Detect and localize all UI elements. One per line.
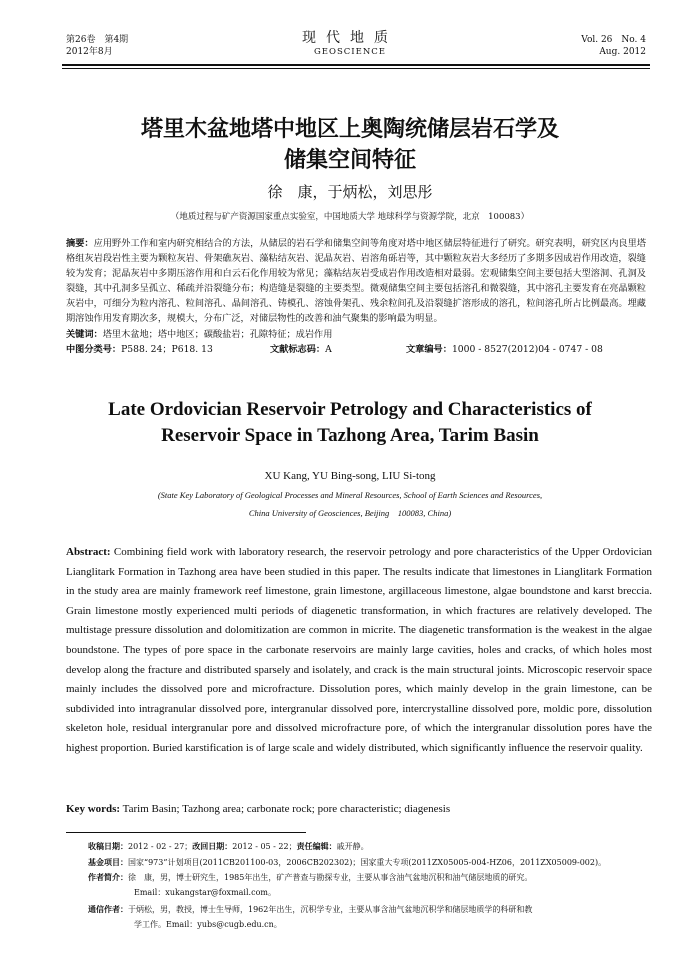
- affiliation-en-line1: (State Key Laboratory of Geological Processes and Mineral Resources, School of Earth Sciences and Resources,: [157, 490, 543, 500]
- publication-date-en: Aug. 2012: [599, 47, 646, 57]
- keywords-cn-text: 塔里木盆地；塔中地区；碳酸盐岩；孔隙特征；成岩作用: [102, 329, 333, 340]
- footnote-corresponding: [88, 903, 648, 916]
- abstract-en-text: Combining field work with laboratory research, the reservoir petrology and pore characteristics of the Upper Ordovician Lianglitark Formation in Tazhong area have been studied in this paper. The results indicate that limestones in Lianglitark Formation in the study area are mainly framework reef limestone, grain limestone, argillaceous limestone, algae boundstone and karst breccia. Grain limestone mostly experienced multi periods of diagenetic transformation, in which fractures are relatively developed. The multistage pressure dissolution and dolomitization are common in micrite. The diagenetic transformation is the weakest in the algae boundstone. The types of pore space in the carbonate reservoirs are mainly large cavities, holes and cracks, of which holes most develop along the fracture and distributed sparsely and isolately, and crack is the main structural joints. Microscopic reservoir space mainly includes the dissolved pore and microfracture. Dissolution pores, which mainly develop in the grain limestone, can be subdivided into intragranular dissolved pore, intergranular dissolved pore, intercrystalline dissolved pore, moldic pore, dissolution skeleton hole, residual intergranular pore and dissolved microfracture pore, of which the intergranular dissolution pores have the highest proportion. Buried karstification is of large scale and widely distributed, which significantly influence the reservoir quality.: [66, 546, 653, 754]
- doc-code-value: A: [325, 344, 332, 355]
- title-cn-line2: 储集空间特征: [283, 148, 416, 173]
- fund-label: 基金项目：: [88, 858, 128, 867]
- editor-name: 戚开静。: [336, 842, 369, 851]
- header-rule-thick: [62, 64, 650, 66]
- affiliation-cn: （地质过程与矿产资源国家重点实验室，中国地质大学 地球科学与资源学院，北京 100083）: [170, 212, 530, 222]
- article-number: [406, 341, 603, 355]
- footnote-dates: [88, 840, 648, 853]
- journal-name-cn: 现代地质: [302, 30, 398, 46]
- revised-date: 2012 - 05 - 22；: [232, 842, 297, 851]
- doc-code-label: 文献标志码：: [270, 344, 326, 355]
- footnote-fund: [88, 856, 648, 869]
- keywords-en-text: Tarim Basin; Tazhong area; carbonate rock; pore characteristic; diagenesis: [122, 803, 451, 815]
- fund-text: 国家“973”计划项目(2011CB201100-03，2006CB202302)；国家重大专项(2011ZX05005-004-HZ06，2011ZX05009-002)。: [128, 858, 607, 867]
- title-en-line2: Reservoir Space in Tazhong Area, Tarim Basin: [161, 425, 539, 446]
- keywords-cn: [66, 326, 332, 340]
- article-number-label: 文章编号：: [406, 344, 452, 355]
- author-bio-label: 作者简介：: [88, 873, 128, 882]
- keywords-cn-label: 关键词：: [66, 329, 103, 340]
- authors-en: XU Kang, YU Bing-song, LIU Si-tong: [264, 470, 436, 482]
- title-cn-line1: 塔里木盆地塔中地区上奥陶统储层岩石学及: [140, 117, 559, 142]
- volume-issue-en: Vol. 26 No. 4: [581, 35, 646, 45]
- volume-issue: 第26卷 第4期: [66, 35, 129, 45]
- corresponding-label: 通信作者：: [88, 905, 128, 914]
- author-bio-text: 徐 康，男，博士研究生，1985年出生，矿产普查与勘探专业，主要从事含油气盆地沉积和油气储层地质的研究。: [128, 873, 533, 882]
- authors-cn: 徐 康，于炳松，刘思彤: [267, 183, 433, 201]
- document-code: [270, 341, 332, 355]
- footnote-rule: [66, 832, 306, 833]
- publication-date: 2012年8月: [66, 47, 113, 57]
- title-en-line1: Late Ordovician Reservoir Petrology and Characteristics of: [108, 399, 592, 420]
- abstract-cn: [66, 236, 646, 326]
- article-number-value: 1000 - 8527(2012)04 - 0747 - 08: [451, 344, 603, 355]
- abstract-en-label: Abstract:: [66, 546, 111, 558]
- corresponding-text: 于炳松，男，教授，博士生导师，1962年出生，沉积学专业，主要从事含油气盆地沉积学和储层地质学的科研和教: [128, 905, 533, 914]
- received-label: 收稿日期：: [88, 842, 128, 851]
- keywords-en: [66, 803, 450, 815]
- clc-value: P588. 24；P618. 13: [121, 344, 213, 355]
- header-rule-thin: [62, 68, 650, 69]
- abstract-cn-label: 摘要：: [66, 238, 94, 249]
- received-date: 2012 - 02 - 27；: [128, 842, 193, 851]
- abstract-cn-text: 应用野外工作和室内研究相结合的方法，从储层的岩石学和储集空间等角度对塔中地区储层特征进行了研究。研究表明，研究区内良里塔格组灰岩段岩性主要为颗粒灰岩、骨架礁灰岩、藻粘结灰岩、泥晶灰岩、岩溶角砾岩等，其中颗粒灰岩大多经历了多期多因成岩作用改造，裂缝较为发育；泥晶灰岩中多期压溶作用和白云石化作用较为常见；藻粘结灰岩受成岩作用改造相对最弱。宏观储集空间主要包括大型溶洞、孔洞及裂缝，其中孔洞多呈孤立、稀疏并沿裂缝分布；构造缝是裂缝的主要类型。微观储集空间主要包括溶孔和微裂缝，其中溶孔主要发育在亮晶颗粒灰岩中，可细分为粒内溶孔、粒间溶孔、晶间溶孔、铸模孔、溶蚀骨架孔、残余粒间孔及沿裂缝扩溶形成的溶孔，粒间溶孔所占比例最高。埋藏期溶蚀作用发育期次多，规模大，分布广泛，对储层物性的改善和油气聚集的影响最为明显。: [66, 238, 647, 324]
- affiliation-en-line2: China University of Geosciences, Beijing 100083, China): [248, 508, 452, 518]
- footnote-author: [88, 871, 648, 884]
- abstract-en: [66, 543, 652, 759]
- revised-label: 改回日期：: [192, 842, 233, 851]
- editor-label: 责任编辑：: [296, 842, 337, 851]
- footnote-corresponding-email: 学工作。Email：yubs@cugb.edu.cn。: [134, 920, 282, 929]
- journal-name-en: GEOSCIENCE: [314, 47, 386, 57]
- clc-number: [66, 341, 213, 355]
- keywords-en-label: Key words:: [66, 803, 121, 815]
- running-header-right: [581, 34, 646, 58]
- footnote-author-email: Email：xukangstar@foxmail.com。: [134, 888, 276, 897]
- clc-label: 中图分类号：: [66, 344, 122, 355]
